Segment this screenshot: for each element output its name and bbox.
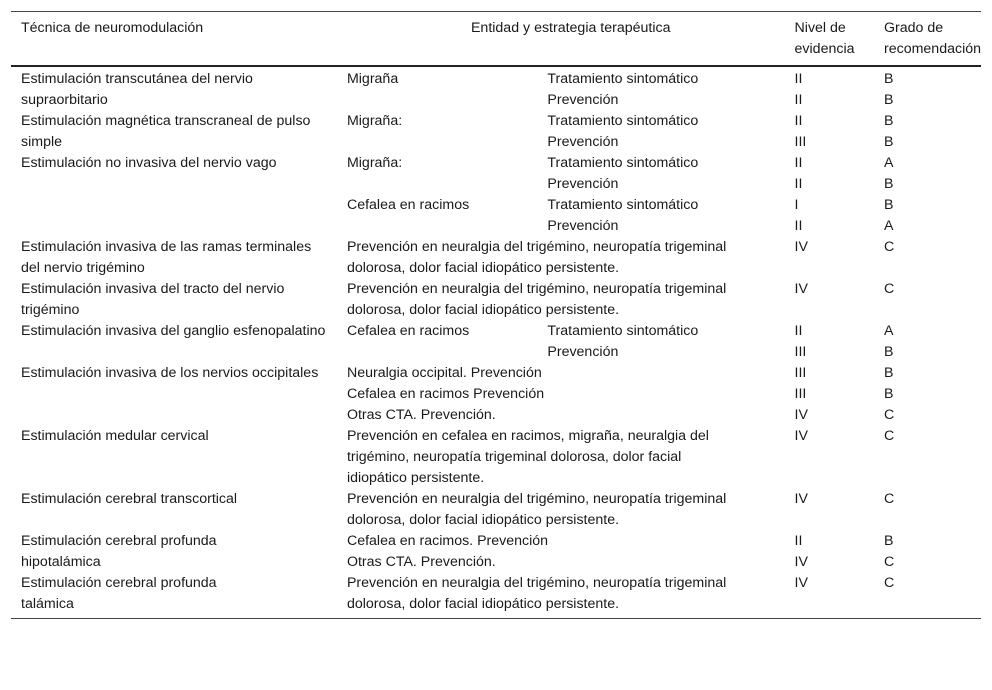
evidence-cell: II [794, 176, 803, 192]
evidence-cell: II [794, 113, 803, 129]
grade-cell: A [884, 218, 894, 234]
evidence-cell: II [794, 533, 803, 549]
table-row [11, 531, 981, 552]
evidence-cell: IV [794, 575, 808, 591]
header-row [11, 12, 981, 67]
evidence-cell: IV [794, 428, 808, 444]
technique-cell: Estimulación no invasiva del nervio vago [21, 155, 277, 171]
entity-cell: Prevención en neuralgia del trigémino, neuropatía trigeminal dolorosa, dolor facial idiopático persistente. [346, 575, 727, 612]
technique-cell: Estimulación transcutánea del nervio supraorbitario [21, 71, 253, 108]
entity-cell: Otras CTA. Prevención. [346, 407, 496, 423]
entity-cell: Cefalea en racimos [346, 197, 470, 213]
table-row [11, 321, 981, 342]
table-row [11, 111, 981, 132]
entity-cell [347, 216, 547, 237]
table-row [11, 573, 981, 619]
evidence-cell: II [794, 218, 803, 234]
grade-cell: C [884, 575, 895, 591]
entity-cell: Prevención en neuralgia del trigémino, neuropatía trigeminal dolorosa, dolor facial idiopático persistente. [346, 239, 727, 276]
technique-cell: Estimulación medular cervical [21, 428, 209, 444]
grade-cell: B [884, 365, 894, 381]
table-row [11, 489, 981, 531]
evidence-cell: II [794, 323, 803, 339]
grade-cell: C [884, 554, 895, 570]
recommendation-table [11, 11, 981, 619]
entity-cell [347, 174, 547, 195]
entity-cell: Migraña: [346, 155, 403, 171]
table-row [11, 237, 981, 279]
evidence-cell: IV [794, 491, 808, 507]
entity-cell: Prevención en neuralgia del trigémino, neuropatía trigeminal dolorosa, dolor facial idiopático persistente. [346, 491, 727, 528]
strategy-cell: Prevención [547, 344, 619, 360]
grade-cell: C [884, 407, 895, 423]
entity-cell: Otras CTA. Prevención. [346, 554, 496, 570]
evidence-cell: IV [794, 281, 808, 297]
technique-cell: Estimulación invasiva del tracto del nervio trigémino [21, 281, 285, 318]
grade-cell: C [884, 281, 895, 297]
grade-cell: B [884, 134, 894, 150]
entity-cell: Migraña [346, 71, 399, 87]
table-row [11, 153, 981, 174]
table-row [11, 279, 981, 321]
evidence-cell: II [794, 92, 803, 108]
grade-cell: B [884, 197, 894, 213]
header-entity: Entidad y estrategia terapéutica [347, 12, 795, 67]
evidence-cell: IV [794, 407, 808, 423]
strategy-cell: Tratamiento sintomático [547, 197, 699, 213]
header-evidence: Nivel de evidencia [795, 12, 884, 67]
header-technique: Técnica de neuromodulación [11, 12, 347, 67]
header-recommendation: Grado de recomendación [884, 12, 981, 67]
evidence-cell: IV [794, 239, 808, 255]
entity-cell: Cefalea en racimos [346, 323, 470, 339]
technique-cell: Estimulación cerebral profunda talámica [21, 575, 217, 612]
evidence-cell: III [794, 134, 807, 150]
strategy-cell: Tratamiento sintomático [547, 71, 699, 87]
grade-cell: B [884, 113, 894, 129]
strategy-cell: Prevención [547, 218, 619, 234]
strategy-cell: Prevención [547, 134, 619, 150]
entity-cell: Migraña: [346, 113, 403, 129]
technique-cell: Estimulación invasiva de las ramas terminales del nervio trigémino [21, 239, 312, 276]
evidence-cell: II [794, 155, 803, 171]
evidence-cell: II [794, 71, 803, 87]
grade-cell: A [884, 155, 894, 171]
evidence-cell: III [794, 344, 807, 360]
technique-cell: Estimulación magnética transcraneal de pulso simple [21, 113, 311, 150]
table-row [11, 426, 981, 489]
evidence-cell: I [794, 197, 799, 213]
strategy-cell: Tratamiento sintomático [547, 323, 699, 339]
grade-cell: B [884, 176, 894, 192]
table-row [11, 66, 981, 90]
grade-cell: C [884, 491, 895, 507]
grade-cell: B [884, 344, 894, 360]
entity-cell: Prevención en cefalea en racimos, migraña, neuralgia del trigémino, neuropatía trigeminal dolorosa, dolor facial idiopático persistente. [346, 428, 709, 486]
grade-cell: B [884, 386, 894, 402]
technique-cell: Estimulación invasiva del ganglio esfenopalatino [21, 323, 326, 339]
entity-cell [347, 342, 547, 363]
grade-cell: B [884, 71, 894, 87]
entity-cell: Neuralgia occipital. Prevención [346, 365, 542, 381]
grade-cell: C [884, 239, 895, 255]
grade-cell: B [884, 533, 894, 549]
strategy-cell: Tratamiento sintomático [547, 113, 699, 129]
strategy-cell: Prevención [547, 92, 619, 108]
evidence-cell: III [794, 386, 807, 402]
entity-cell [347, 90, 547, 111]
entity-cell: Cefalea en racimos Prevención [346, 386, 545, 402]
evidence-cell: III [794, 365, 807, 381]
table-row [11, 363, 981, 384]
grade-cell: A [884, 323, 894, 339]
entity-cell [347, 132, 547, 153]
grade-cell: C [884, 428, 895, 444]
strategy-cell: Tratamiento sintomático [547, 155, 699, 171]
technique-cell: Estimulación cerebral profunda hipotalámica [21, 533, 217, 570]
evidence-cell: IV [794, 554, 808, 570]
grade-cell: B [884, 92, 894, 108]
strategy-cell: Prevención [547, 176, 619, 192]
technique-cell: Estimulación cerebral transcortical [21, 491, 238, 507]
entity-cell: Prevención en neuralgia del trigémino, neuropatía trigeminal dolorosa, dolor facial idiopático persistente. [346, 281, 727, 318]
technique-cell: Estimulación invasiva de los nervios occipitales [21, 365, 319, 381]
entity-cell: Cefalea en racimos. Prevención [346, 533, 549, 549]
